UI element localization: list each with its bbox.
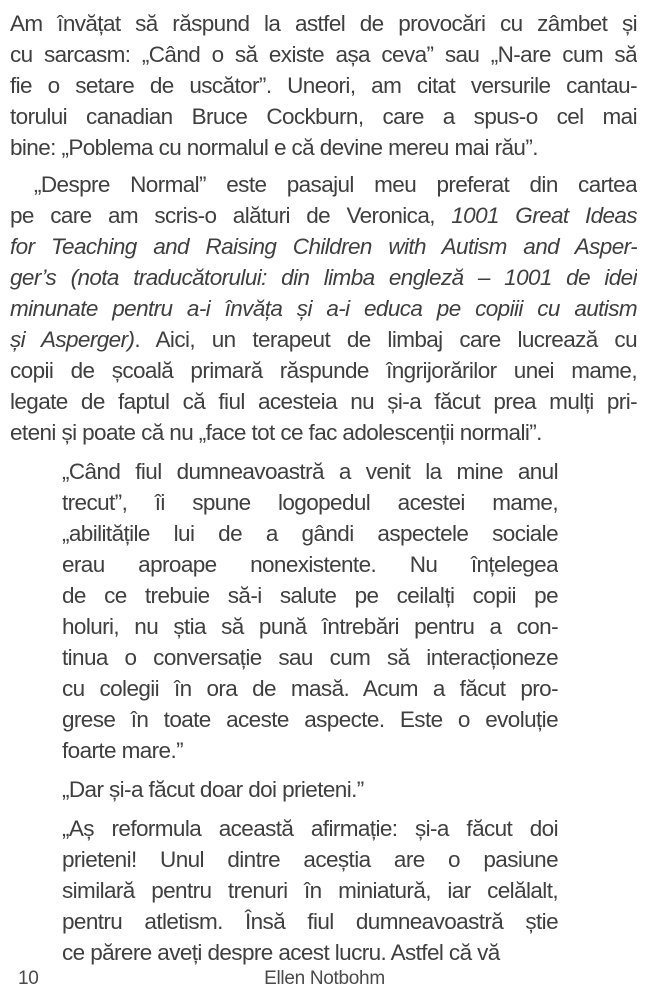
body-paragraph bbox=[10, 169, 637, 448]
text-line bbox=[62, 735, 558, 766]
text-line bbox=[10, 231, 637, 262]
text-line bbox=[62, 906, 558, 937]
text-segment: grese în toate aceste aspecte. Este o evoluție bbox=[62, 707, 558, 732]
text-segment: „Despre Normal” este pasajul meu preferat din cartea bbox=[34, 172, 637, 197]
text-line bbox=[62, 704, 558, 735]
text-line bbox=[10, 417, 637, 448]
text-segment: „Aș reformula această afirmație: și-a făcut doi bbox=[62, 816, 558, 841]
text-segment: foarte mare.” bbox=[62, 738, 183, 763]
page-footer bbox=[0, 964, 649, 994]
text-segment: prieteni! Unul dintre aceștia are o pasiune bbox=[62, 847, 558, 872]
blockquote-paragraph bbox=[62, 813, 558, 968]
italic-text-segment: ger’s (nota traducătorului: din limba engleză – 1001 de idei bbox=[10, 265, 637, 290]
text-line bbox=[10, 200, 637, 231]
body-paragraph bbox=[10, 8, 637, 163]
text-line bbox=[62, 813, 558, 844]
text-segment: ce părere aveți despre acest lucru. Astfel că vă bbox=[62, 940, 500, 965]
text-line bbox=[10, 101, 637, 132]
text-line bbox=[62, 580, 558, 611]
page-number: 10 bbox=[18, 968, 39, 989]
text-line bbox=[62, 642, 558, 673]
text-line bbox=[62, 774, 558, 805]
text-line bbox=[10, 386, 637, 417]
text-segment: copii de școală primară răspunde îngrijorărilor unei mame, bbox=[10, 358, 637, 383]
text-segment: trecut”, îi spune logopedul acestei mame, bbox=[62, 490, 558, 515]
text-line bbox=[62, 456, 558, 487]
text-segment: fie o setare de uscător”. Uneori, am citat versurile cantau- bbox=[10, 73, 637, 98]
text-line bbox=[62, 487, 558, 518]
text-line bbox=[10, 355, 637, 386]
blockquote-paragraph bbox=[62, 774, 558, 805]
text-segment: torului canadian Bruce Cockburn, care a spus-o cel mai bbox=[10, 104, 637, 129]
text-segment: pe care am scris-o alături de Veronica, bbox=[10, 203, 452, 228]
text-segment: similară pentru trenuri în miniatură, iar celălalt, bbox=[62, 878, 558, 903]
text-line bbox=[62, 549, 558, 580]
text-line bbox=[10, 262, 637, 293]
text-segment: . Aici, un terapeut de limbaj care lucrează cu bbox=[134, 327, 637, 352]
running-footer-author: Ellen Notbohm bbox=[264, 968, 385, 989]
blockquote-paragraph bbox=[62, 456, 558, 766]
italic-text-segment: și Asperger) bbox=[10, 327, 135, 352]
text-segment: Am învățat să răspund la astfel de provocări cu zâmbet și bbox=[10, 11, 637, 36]
text-line bbox=[62, 875, 558, 906]
text-segment: cu sarcasm: „Când o să existe așa ceva” sau „N-are cum să bbox=[10, 42, 637, 67]
text-line bbox=[10, 132, 637, 163]
text-line bbox=[10, 70, 637, 101]
text-line bbox=[62, 844, 558, 875]
text-segment: holuri, nu știa să pună întrebări pentru a con- bbox=[62, 614, 558, 639]
text-segment: pentru atletism. Însă fiul dumneavoastră știe bbox=[62, 909, 558, 934]
text-line bbox=[62, 518, 558, 549]
text-segment: legate de faptul că fiul acesteia nu și-a făcut prea mulți pri- bbox=[10, 389, 637, 414]
text-segment: „abilitățile lui de a gândi aspectele sociale bbox=[62, 521, 558, 546]
text-segment: bine: „Poblema cu normalul e că devine mereu mai rău”. bbox=[10, 135, 538, 160]
italic-text-segment: 1001 Great Ideas bbox=[451, 203, 637, 228]
text-segment: de ce trebuie să-i salute pe ceilalți copii pe bbox=[62, 583, 558, 608]
text-segment: cu colegii în ora de masă. Acum a făcut pro- bbox=[62, 676, 558, 701]
text-segment: tinua o conversație sau cum să interacționeze bbox=[62, 645, 558, 670]
text-line bbox=[10, 293, 637, 324]
text-segment: „Când fiul dumneavoastră a venit la mine anul bbox=[62, 459, 558, 484]
text-line bbox=[62, 673, 558, 704]
italic-text-segment: for Teaching and Raising Children with Autism and Asper- bbox=[10, 234, 637, 259]
text-line bbox=[62, 611, 558, 642]
text-segment: „Dar și-a făcut doar doi prieteni.” bbox=[62, 777, 364, 802]
text-segment: erau aproape nonexistente. Nu înțelegea bbox=[62, 552, 558, 577]
text-segment: eteni și poate că nu „face tot ce fac adolescenții normali”. bbox=[10, 420, 542, 445]
text-line bbox=[10, 39, 637, 70]
text-column bbox=[10, 8, 637, 968]
text-line bbox=[10, 8, 637, 39]
text-line bbox=[10, 169, 637, 200]
italic-text-segment: minunate pentru a-i învăța și a-i educa pe copiii cu autism bbox=[10, 296, 637, 321]
text-line bbox=[10, 324, 637, 355]
